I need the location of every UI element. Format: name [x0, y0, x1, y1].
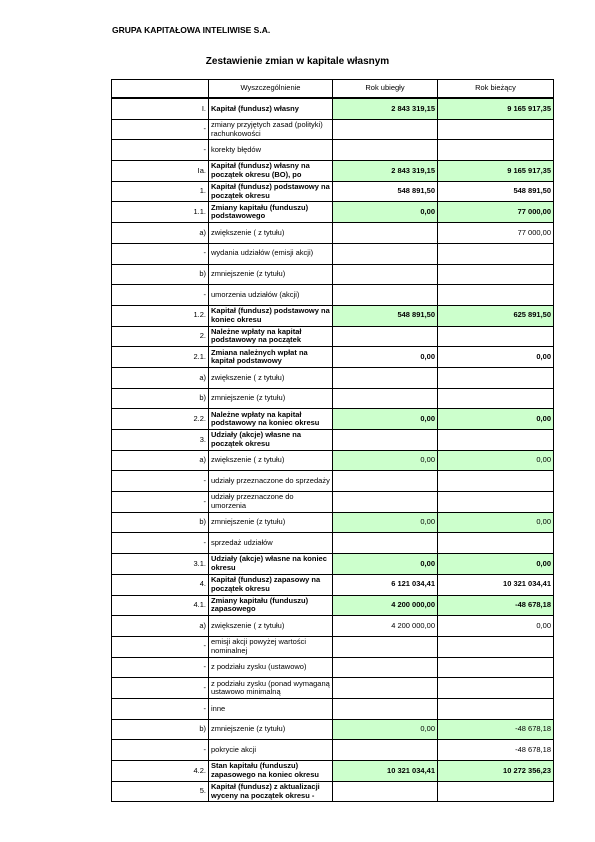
- row-number: b): [112, 388, 209, 409]
- row-number: a): [112, 367, 209, 388]
- row-number: 3.: [112, 430, 209, 451]
- document-title: Zestawienie zmian w kapitale własnym: [205, 56, 390, 67]
- row-current-year-value: [438, 698, 554, 719]
- table-row: [112, 698, 554, 719]
- row-previous-year-value: [333, 223, 438, 244]
- row-current-year-value: [438, 471, 554, 492]
- row-previous-year-value: 0,00: [333, 554, 438, 575]
- row-current-year-value: [438, 119, 554, 140]
- row-previous-year-value: 0,00: [333, 409, 438, 430]
- row-current-year-value: [438, 657, 554, 678]
- row-current-year-value: 77 000,00: [438, 223, 554, 244]
- row-number: -: [112, 492, 209, 513]
- row-current-year-value: 0,00: [438, 450, 554, 471]
- row-current-year-value: [438, 243, 554, 264]
- row-previous-year-value: [333, 781, 438, 802]
- row-previous-year-value: [333, 698, 438, 719]
- row-number: 2.2.: [112, 409, 209, 430]
- row-previous-year-value: [333, 243, 438, 264]
- row-previous-year-value: [333, 388, 438, 409]
- row-description: zmniejszenie (z tytułu): [209, 512, 333, 533]
- table-row: [112, 657, 554, 678]
- row-description: Kapitał (fundusz) z aktualizacji wyceny na początek okresu -: [209, 781, 333, 802]
- row-number: 1.2.: [112, 305, 209, 326]
- table-row: [112, 161, 554, 182]
- table-row: [112, 202, 554, 223]
- row-number: 4.: [112, 574, 209, 595]
- header-num: [112, 80, 209, 99]
- row-description: korekty błędów: [209, 140, 333, 161]
- row-current-year-value: 10 272 356,23: [438, 761, 554, 782]
- row-current-year-value: [438, 678, 554, 699]
- row-current-year-value: [438, 326, 554, 347]
- row-description: Zmiany kapitału (funduszu) podstawowego: [209, 202, 333, 223]
- table-row: [112, 367, 554, 388]
- row-number: b): [112, 264, 209, 285]
- row-previous-year-value: [333, 678, 438, 699]
- row-number: -: [112, 698, 209, 719]
- row-number: I.: [112, 98, 209, 119]
- row-description: udziały przeznaczone do umorzenia: [209, 492, 333, 513]
- row-current-year-value: [438, 140, 554, 161]
- row-description: sprzedaż udziałów: [209, 533, 333, 554]
- row-number: -: [112, 636, 209, 657]
- row-description: inne: [209, 698, 333, 719]
- row-previous-year-value: [333, 492, 438, 513]
- table-row: [112, 285, 554, 306]
- row-number: b): [112, 719, 209, 740]
- row-number: 4.2.: [112, 761, 209, 782]
- row-number: 1.1.: [112, 202, 209, 223]
- row-previous-year-value: 2 843 319,15: [333, 161, 438, 182]
- row-previous-year-value: [333, 657, 438, 678]
- row-previous-year-value: [333, 119, 438, 140]
- row-description: zwiększenie ( z tytułu): [209, 223, 333, 244]
- row-previous-year-value: 4 200 000,00: [333, 616, 438, 637]
- header-description: Wyszczególnienie: [209, 80, 333, 99]
- row-current-year-value: -48 678,18: [438, 719, 554, 740]
- table-row: [112, 347, 554, 368]
- table-row: [112, 450, 554, 471]
- table-row: [112, 119, 554, 140]
- row-number: -: [112, 140, 209, 161]
- row-number: -: [112, 285, 209, 306]
- row-number: -: [112, 119, 209, 140]
- row-previous-year-value: 548 891,50: [333, 181, 438, 202]
- row-previous-year-value: [333, 471, 438, 492]
- row-current-year-value: -48 678,18: [438, 740, 554, 761]
- row-previous-year-value: [333, 367, 438, 388]
- row-previous-year-value: 0,00: [333, 202, 438, 223]
- row-description: Zmiana należnych wpłat na kapitał podstawowy: [209, 347, 333, 368]
- row-previous-year-value: [333, 140, 438, 161]
- row-description: Udziały (akcje) własne na początek okresu: [209, 430, 333, 451]
- row-number: -: [112, 657, 209, 678]
- row-number: -: [112, 533, 209, 554]
- row-description: zmniejszenie (z tytułu): [209, 719, 333, 740]
- table-row: [112, 616, 554, 637]
- row-previous-year-value: 0,00: [333, 347, 438, 368]
- row-current-year-value: 9 165 917,35: [438, 98, 554, 119]
- row-previous-year-value: [333, 430, 438, 451]
- table-row: [112, 430, 554, 451]
- row-number: 1.: [112, 181, 209, 202]
- row-current-year-value: [438, 430, 554, 451]
- row-previous-year-value: 0,00: [333, 512, 438, 533]
- equity-changes-table: [111, 79, 554, 802]
- table-row: [112, 492, 554, 513]
- row-current-year-value: 0,00: [438, 554, 554, 575]
- table-row: [112, 533, 554, 554]
- table-row: [112, 326, 554, 347]
- row-current-year-value: 77 000,00: [438, 202, 554, 223]
- row-number: -: [112, 740, 209, 761]
- row-current-year-value: 548 891,50: [438, 181, 554, 202]
- table-row: [112, 243, 554, 264]
- row-description: emisji akcji powyżej wartości nominalnej: [209, 636, 333, 657]
- table-row: [112, 98, 554, 119]
- row-current-year-value: 9 165 917,35: [438, 161, 554, 182]
- table-row: [112, 678, 554, 699]
- row-description: Kapitał (fundusz) podstawowy na początek okresu: [209, 181, 333, 202]
- table-row: [112, 636, 554, 657]
- row-description: Stan kapitału (funduszu) zapasowego na koniec okresu: [209, 761, 333, 782]
- row-number: 3.1.: [112, 554, 209, 575]
- row-number: Ia.: [112, 161, 209, 182]
- row-description: Udziały (akcje) własne na koniec okresu: [209, 554, 333, 575]
- row-number: -: [112, 243, 209, 264]
- row-number: 2.: [112, 326, 209, 347]
- row-number: a): [112, 223, 209, 244]
- row-number: -: [112, 471, 209, 492]
- company-name: GRUPA KAPITAŁOWA INTELIWISE S.A.: [112, 25, 271, 35]
- table-row: [112, 264, 554, 285]
- row-previous-year-value: [333, 636, 438, 657]
- table-row: [112, 719, 554, 740]
- row-previous-year-value: 0,00: [333, 719, 438, 740]
- table-row: [112, 761, 554, 782]
- row-current-year-value: [438, 492, 554, 513]
- row-number: a): [112, 450, 209, 471]
- table-header-row: [112, 80, 554, 99]
- row-current-year-value: 10 321 034,41: [438, 574, 554, 595]
- row-description: Kapitał (fundusz) własny na początek okresu (BO), po: [209, 161, 333, 182]
- row-previous-year-value: [333, 285, 438, 306]
- row-previous-year-value: 6 121 034,41: [333, 574, 438, 595]
- row-number: -: [112, 678, 209, 699]
- row-description: Należne wpłaty na kapitał podstawowy na początek: [209, 326, 333, 347]
- row-description: Zmiany kapitału (funduszu) zapasowego: [209, 595, 333, 616]
- row-current-year-value: 0,00: [438, 512, 554, 533]
- row-previous-year-value: 548 891,50: [333, 305, 438, 326]
- table-row: [112, 223, 554, 244]
- header-current-year: Rok bieżący: [438, 80, 554, 99]
- table-row: [112, 181, 554, 202]
- row-description: zwiększenie ( z tytułu): [209, 367, 333, 388]
- row-current-year-value: [438, 285, 554, 306]
- table-row: [112, 471, 554, 492]
- row-number: a): [112, 616, 209, 637]
- row-previous-year-value: 10 321 034,41: [333, 761, 438, 782]
- table-row: [112, 388, 554, 409]
- row-previous-year-value: [333, 740, 438, 761]
- row-previous-year-value: [333, 533, 438, 554]
- table-row: [112, 305, 554, 326]
- row-current-year-value: [438, 781, 554, 802]
- row-description: z podziału zysku (ustawowo): [209, 657, 333, 678]
- row-current-year-value: [438, 264, 554, 285]
- row-current-year-value: 0,00: [438, 616, 554, 637]
- row-description: udziały przeznaczone do sprzedaży: [209, 471, 333, 492]
- row-description: Kapitał (fundusz) własny: [209, 98, 333, 119]
- table-row: [112, 554, 554, 575]
- row-current-year-value: [438, 367, 554, 388]
- row-description: Kapitał (fundusz) podstawowy na koniec okresu: [209, 305, 333, 326]
- row-description: pokrycie akcji: [209, 740, 333, 761]
- table-row: [112, 740, 554, 761]
- row-number: b): [112, 512, 209, 533]
- row-description: zwiększenie ( z tytułu): [209, 450, 333, 471]
- table-row: [112, 574, 554, 595]
- table-row: [112, 409, 554, 430]
- row-current-year-value: [438, 388, 554, 409]
- row-description: zwiększenie ( z tytułu): [209, 616, 333, 637]
- row-current-year-value: 625 891,50: [438, 305, 554, 326]
- header-previous-year: Rok ubiegły: [333, 80, 438, 99]
- row-description: Kapitał (fundusz) zapasowy na początek okresu: [209, 574, 333, 595]
- row-description: wydania udziałów (emisji akcji): [209, 243, 333, 264]
- row-previous-year-value: [333, 264, 438, 285]
- row-current-year-value: -48 678,18: [438, 595, 554, 616]
- row-current-year-value: 0,00: [438, 409, 554, 430]
- row-description: zmiany przyjętych zasad (polityki) rachunkowości: [209, 119, 333, 140]
- row-number: 5.: [112, 781, 209, 802]
- row-description: umorzenia udziałów (akcji): [209, 285, 333, 306]
- row-previous-year-value: 2 843 319,15: [333, 98, 438, 119]
- row-current-year-value: [438, 636, 554, 657]
- row-description: z podziału zysku (ponad wymaganą ustawowo minimalną: [209, 678, 333, 699]
- row-previous-year-value: [333, 326, 438, 347]
- table-row: [112, 781, 554, 802]
- row-description: zmniejszenie (z tytułu): [209, 264, 333, 285]
- row-current-year-value: 0,00: [438, 347, 554, 368]
- row-number: 2.1.: [112, 347, 209, 368]
- row-description: zmniejszenie (z tytułu): [209, 388, 333, 409]
- row-number: 4.1.: [112, 595, 209, 616]
- row-previous-year-value: 4 200 000,00: [333, 595, 438, 616]
- table-row: [112, 595, 554, 616]
- table-row: [112, 512, 554, 533]
- table-row: [112, 140, 554, 161]
- row-description: Należne wpłaty na kapitał podstawowy na koniec okresu: [209, 409, 333, 430]
- row-previous-year-value: 0,00: [333, 450, 438, 471]
- row-current-year-value: [438, 533, 554, 554]
